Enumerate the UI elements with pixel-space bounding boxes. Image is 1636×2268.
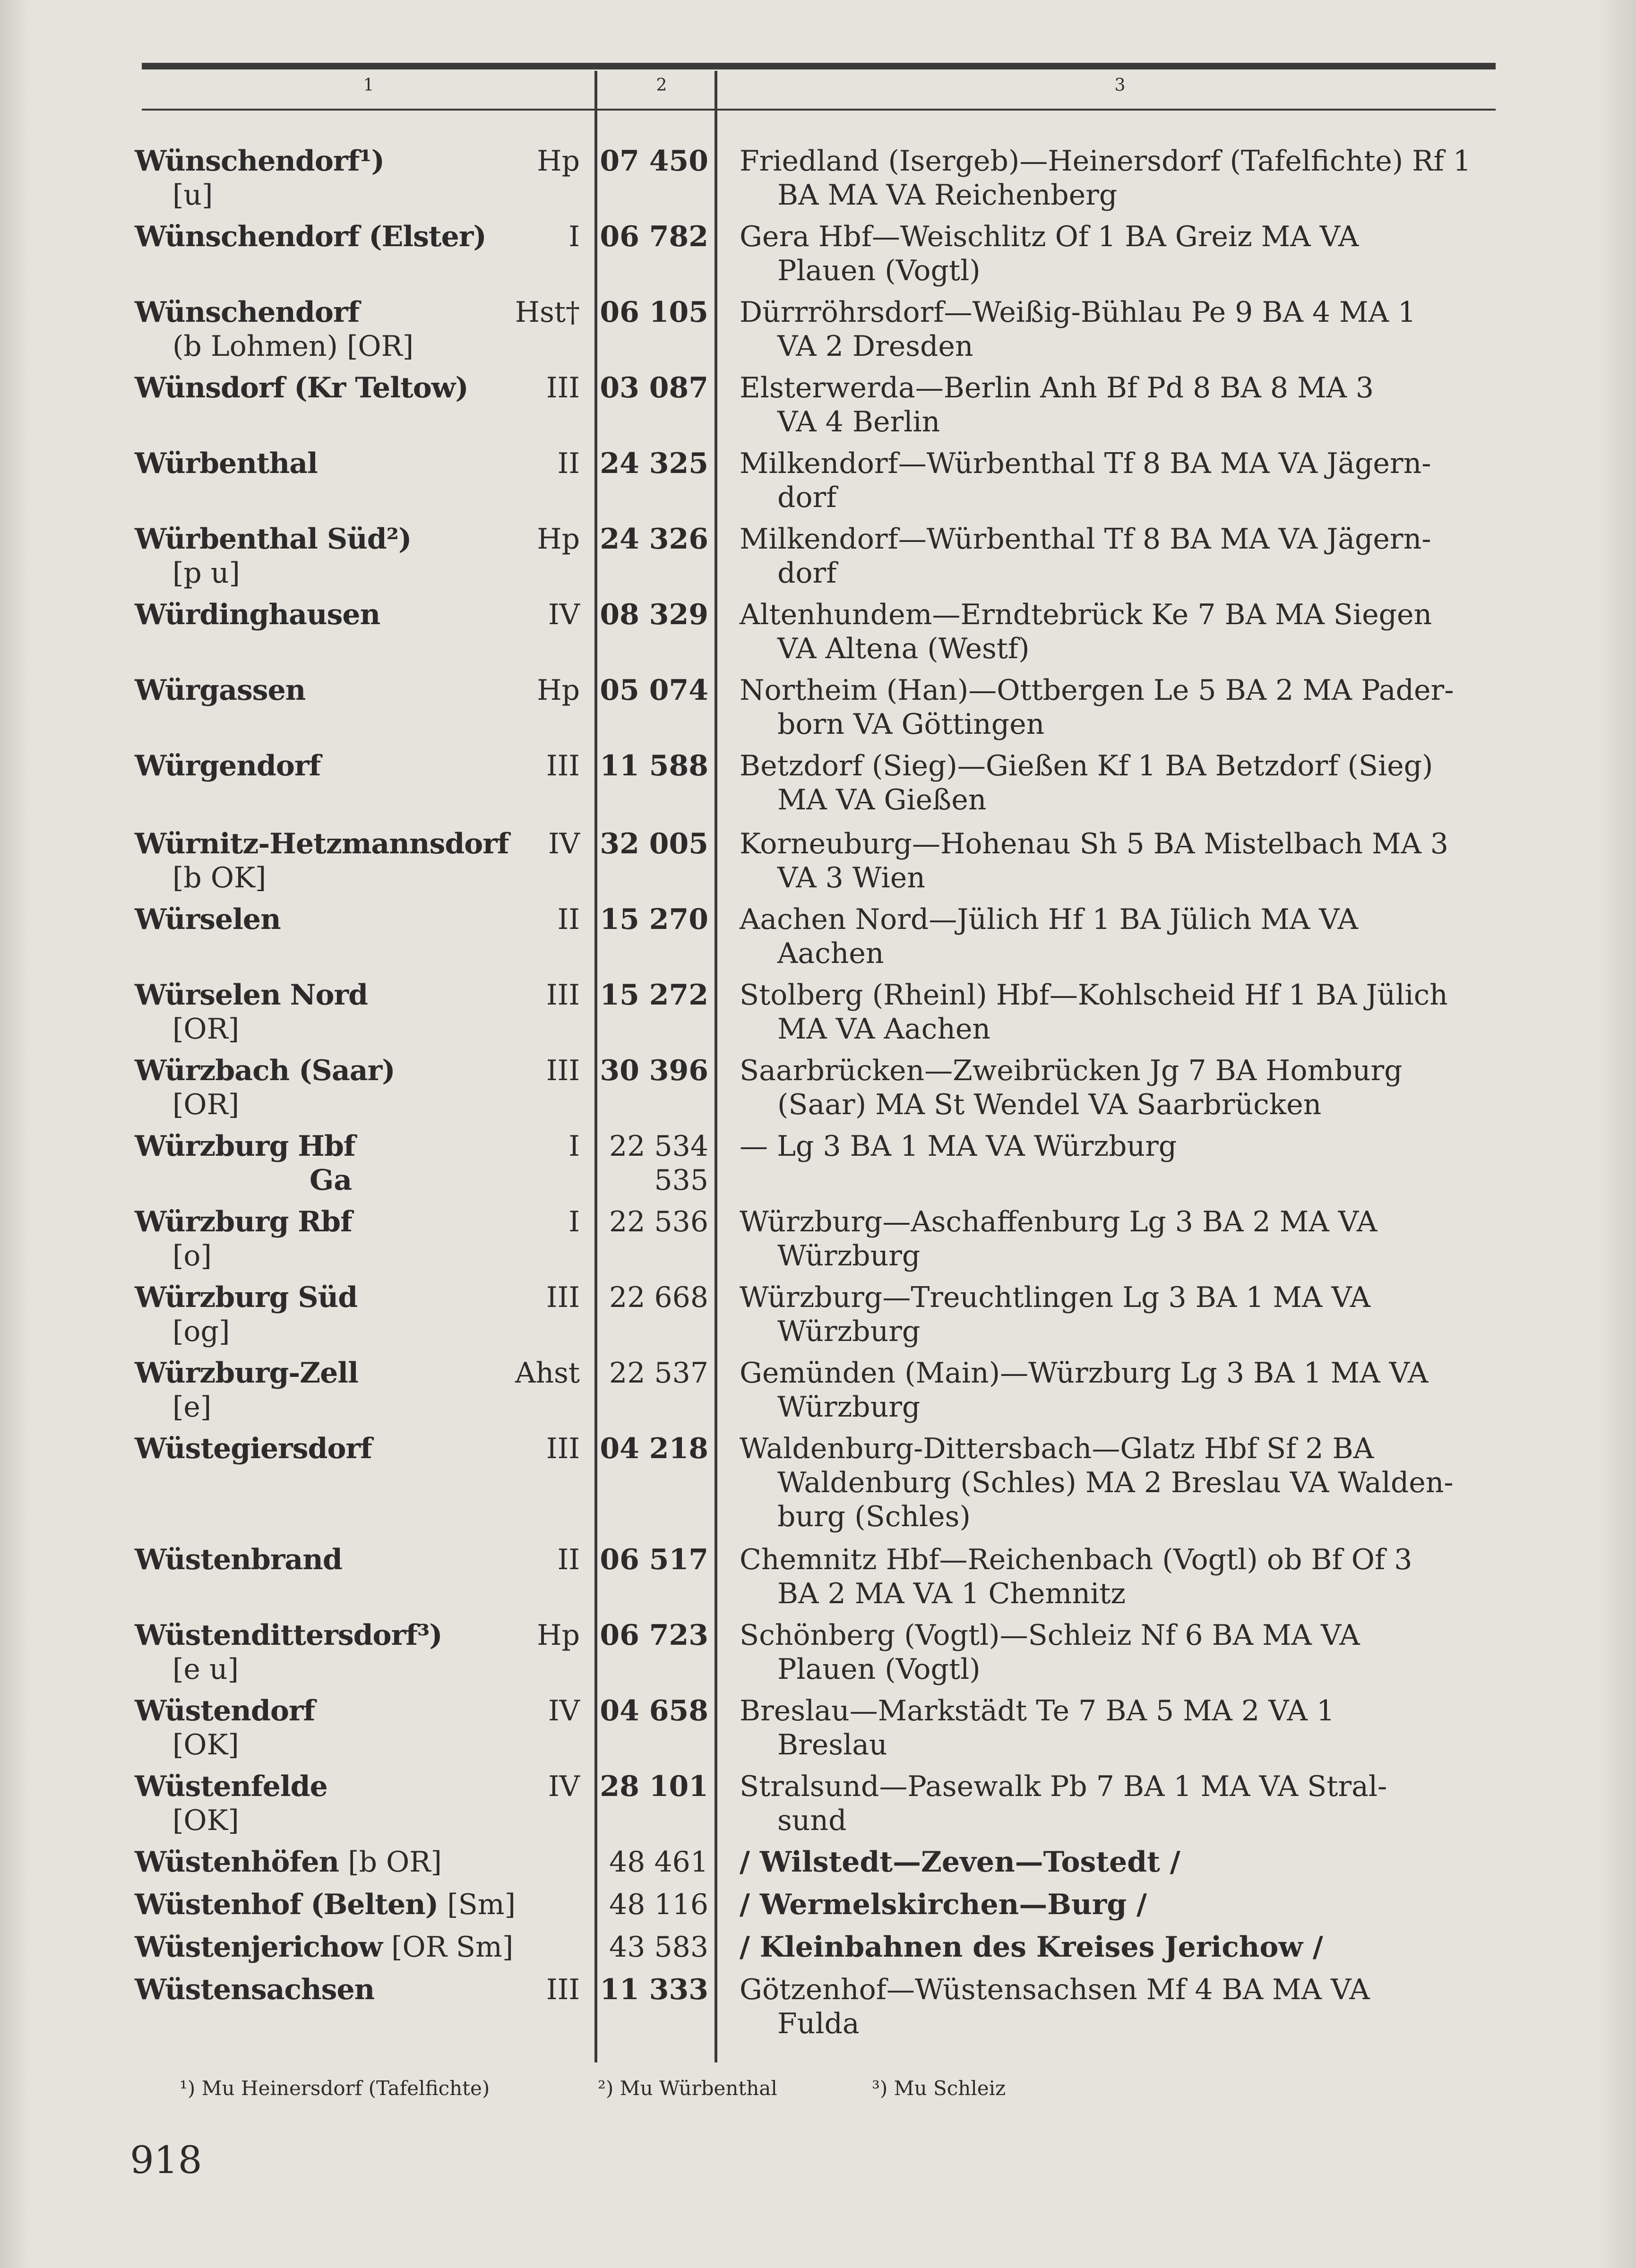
station-code: 05 074 [600, 674, 708, 707]
column-header-2: 2 [656, 76, 667, 95]
station-class: I [568, 1130, 580, 1163]
station-code: 11 333 [600, 1973, 708, 2006]
station-code: 11 588 [600, 749, 708, 782]
station-class: III [546, 1973, 580, 2006]
route-info: Gera Hbf—Weischlitz Of 1 BA Greiz MA VA Plauen (Vogtl) [740, 220, 1359, 287]
station-class: Hp [537, 674, 580, 707]
station-class: IV [548, 598, 580, 631]
page-number: 918 [130, 2138, 202, 2182]
station-name: Würgassen [135, 674, 306, 707]
station-code: 15 270 [600, 903, 708, 936]
station-name: Würselen [135, 903, 281, 936]
station-class: Hst† [515, 296, 580, 329]
route-info: Friedland (Isergeb)—Heinersdorf (Tafelfichte) Rf 1 BA MA VA Reichenberg [740, 145, 1471, 212]
station-name: Wüstenbrand [135, 1543, 342, 1576]
station-name: Würbenthal [135, 447, 318, 480]
station-code: 08 329 [600, 598, 708, 631]
station-class: I [568, 1205, 580, 1238]
station-code: 04 658 [600, 1694, 708, 1727]
station-class: IV [548, 1694, 580, 1727]
station-name: Würzburg-Zell [e] [135, 1357, 358, 1424]
station-class: IV [548, 827, 580, 860]
route-info: Aachen Nord—Jülich Hf 1 BA Jülich MA VA Aachen [740, 903, 1358, 970]
station-code: 15 272 [600, 979, 708, 1012]
route-info: — Lg 3 BA 1 MA VA Würzburg [740, 1130, 1177, 1163]
station-name: Wünschendorf¹) [u] [135, 145, 384, 212]
header-rule [142, 109, 1496, 111]
footnote-1: ¹) Mu Heinersdorf (Tafelfichte) [180, 2077, 490, 2100]
route-info: Korneuburg—Hohenau Sh 5 BA Mistelbach MA 3 VA 3 Wien [740, 827, 1448, 894]
route-info: / Kleinbahnen des Kreises Jerichow / [740, 1931, 1323, 1964]
route-info: Milkendorf—Würbenthal Tf 8 BA MA VA Jägern- dorf [740, 523, 1431, 590]
route-info: / Wilstedt—Zeven—Tostedt / [740, 1846, 1180, 1879]
route-info: Breslau—Markstädt Te 7 BA 5 MA 2 VA 1 Breslau [740, 1694, 1335, 1761]
station-class: II [557, 1543, 580, 1576]
station-class: IV [548, 1770, 580, 1803]
station-name: Wüstenfelde [OK] [135, 1770, 327, 1837]
footnote-2: ²) Mu Würbenthal [598, 2077, 777, 2100]
station-name: Wünschendorf (Elster) [135, 220, 486, 253]
route-info: Milkendorf—Würbenthal Tf 8 BA MA VA Jägern- dorf [740, 447, 1431, 514]
route-info: Stralsund—Pasewalk Pb 7 BA 1 MA VA Stral- sund [740, 1770, 1387, 1837]
route-info: Altenhundem—Erndtebrück Ke 7 BA MA Siegen VA Altena (Westf) [740, 598, 1432, 665]
column-divider-2 [715, 71, 717, 2062]
station-name: Wüstegiersdorf [135, 1432, 372, 1465]
station-name: Würgendorf [135, 749, 321, 782]
station-class: III [546, 1054, 580, 1087]
station-name: Würzburg Hbf Ga [135, 1130, 355, 1197]
station-code: 22 534 535 [609, 1130, 708, 1197]
station-class: III [546, 371, 580, 404]
station-name: Würzbach (Saar) [OR] [135, 1054, 395, 1121]
route-info: Chemnitz Hbf—Reichenbach (Vogtl) ob Bf Of 3 BA 2 MA VA 1 Chemnitz [740, 1543, 1412, 1610]
station-class: Hp [537, 1619, 580, 1652]
station-name: Wüstendittersdorf³) [e u] [135, 1619, 442, 1686]
route-info: Saarbrücken—Zweibrücken Jg 7 BA Homburg (Saar) MA St Wendel VA Saarbrücken [740, 1054, 1403, 1121]
station-name: Wüstenhof (Belten) [Sm] [135, 1888, 516, 1921]
station-code: 07 450 [600, 145, 708, 178]
station-code: 06 517 [600, 1543, 708, 1576]
footnote-3: ³) Mu Schleiz [872, 2077, 1006, 2100]
station-class: Hp [537, 145, 580, 178]
station-name: Würzburg Süd [og] [135, 1281, 358, 1348]
station-code: 24 326 [600, 523, 708, 556]
route-info: Götzenhof—Wüstensachsen Mf 4 BA MA VA Fulda [740, 1973, 1370, 2040]
route-info: Stolberg (Rheinl) Hbf—Kohlscheid Hf 1 BA Jülich MA VA Aachen [740, 979, 1448, 1046]
route-info: Gemünden (Main)—Würzburg Lg 3 BA 1 MA VA Würzburg [740, 1357, 1429, 1424]
station-class: III [546, 1281, 580, 1314]
station-code: 03 087 [600, 371, 708, 404]
station-class: II [557, 447, 580, 480]
route-info: Würzburg—Treuchtlingen Lg 3 BA 1 MA VA Würzburg [740, 1281, 1370, 1348]
station-code: 06 105 [600, 296, 708, 329]
route-info: Waldenburg-Dittersbach—Glatz Hbf Sf 2 BA Waldenburg (Schles) MA 2 Breslau VA Walden- burg (Schles) [740, 1432, 1454, 1533]
column-header-3: 3 [1114, 76, 1126, 95]
station-name: Würselen Nord [OR] [135, 979, 368, 1046]
route-info: Northeim (Han)—Ottbergen Le 5 BA 2 MA Pader- born VA Göttingen [740, 674, 1454, 741]
station-code: 24 325 [600, 447, 708, 480]
station-code: 32 005 [600, 827, 708, 860]
station-code: 06 723 [600, 1619, 708, 1652]
column-divider-1 [594, 71, 597, 2062]
station-class: III [546, 1432, 580, 1465]
station-code: 22 668 [609, 1281, 708, 1314]
station-class: Hp [537, 523, 580, 556]
column-header-1: 1 [363, 76, 374, 95]
station-code: 48 116 [609, 1888, 708, 1921]
station-code: 06 782 [600, 220, 708, 253]
route-info: Dürrröhrsdorf—Weißig-Bühlau Pe 9 BA 4 MA 1 VA 2 Dresden [740, 296, 1416, 363]
station-name: Würzburg Rbf [o] [135, 1205, 352, 1272]
station-class: III [546, 749, 580, 782]
route-info: / Wermelskirchen—Burg / [740, 1888, 1147, 1921]
route-info: Betzdorf (Sieg)—Gießen Kf 1 BA Betzdorf (Sieg) MA VA Gießen [740, 749, 1433, 816]
station-name: Wüstendorf [OK] [135, 1694, 315, 1761]
route-info: Würzburg—Aschaffenburg Lg 3 BA 2 MA VA Würzburg [740, 1205, 1378, 1272]
station-name: Wünschendorf (b Lohmen) [OR] [135, 296, 414, 363]
station-code: 22 536 [609, 1205, 708, 1238]
station-code: 28 101 [600, 1770, 708, 1803]
station-name: Wüstenhöfen [b OR] [135, 1846, 442, 1879]
station-name: Würnitz-Hetzmannsdorf [b OK] [135, 827, 509, 894]
station-class: Ahst [515, 1357, 580, 1390]
station-name: Wünsdorf (Kr Teltow) [135, 371, 468, 404]
station-name: Würbenthal Süd²) [p u] [135, 523, 412, 590]
station-code: 22 537 [609, 1357, 708, 1390]
station-code: 43 583 [609, 1931, 708, 1964]
station-class: II [557, 903, 580, 936]
top-rule [142, 63, 1496, 69]
route-info: Schönberg (Vogtl)—Schleiz Nf 6 BA MA VA Plauen (Vogtl) [740, 1619, 1360, 1686]
station-code: 30 396 [600, 1054, 708, 1087]
station-name: Wüstensachsen [135, 1973, 375, 2006]
station-code: 04 218 [600, 1432, 708, 1465]
station-class: I [568, 220, 580, 253]
station-class: III [546, 979, 580, 1012]
station-name: Würdinghausen [135, 598, 380, 631]
station-code: 48 461 [609, 1846, 708, 1879]
route-info: Elsterwerda—Berlin Anh Bf Pd 8 BA 8 MA 3 VA 4 Berlin [740, 371, 1374, 438]
station-name: Wüstenjerichow [OR Sm] [135, 1931, 514, 1964]
